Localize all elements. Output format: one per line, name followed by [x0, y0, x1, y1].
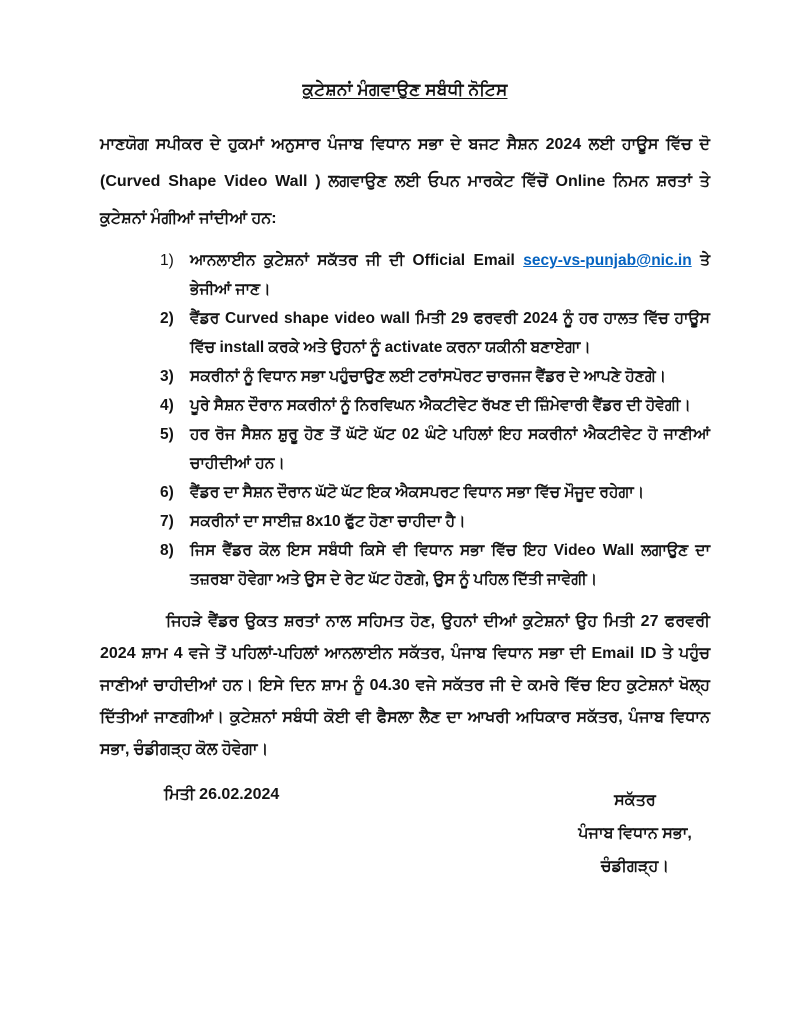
signatory-title: ਸਕੱਤਰ [614, 792, 656, 809]
signatory-location: ਚੰਡੀਗੜ੍ਹ। [600, 858, 670, 875]
list-item-number: 8) [160, 542, 174, 559]
list-item-text: ਸਕਰੀਨਾਂ ਦਾ ਸਾਈਜ਼ 8x10 ਫੁੱਟ ਹੋਣਾ ਚਾਹੀਦਾ ਹੈ। [190, 513, 466, 530]
document-footer [100, 784, 710, 883]
list-item-text: ਵੈਂਡਰ Curved shape video wall ਮਿਤੀ 29 ਫਰਵਰੀ 2024 ਨੂੰ ਹਰ ਹਾਲਤ ਵਿੱਚ ਹਾਊਸ ਵਿੱਚ install ਕਰਕੇ ਅਤੇ ਉਹਨਾਂ ਨੂੰ activate ਕਰਨਾ ਯਕੀਨੀ ਬਣਾਏਗਾ। [190, 310, 710, 356]
list-item-text: ਪੂਰੇ ਸੈਸ਼ਨ ਦੌਰਾਨ ਸਕਰੀਨਾਂ ਨੂੰ ਨਿਰਵਿਘਨ ਐਕਟੀਵੇਟ ਰੱਖਣ ਦੀ ਜ਼ਿੰਮੇਵਾਰੀ ਵੈਂਡਰ ਦੀ ਹੋਵੇਗੀ। [190, 397, 691, 414]
list-item-text-after-link: ਤੇ ਭੇਜੀਆਂ ਜਾਣ। [190, 252, 710, 298]
list-item-number: 7) [160, 513, 174, 530]
closing-paragraph: ਜਿਹੜੇ ਵੈਂਡਰ ਉਕਤ ਸ਼ਰਤਾਂ ਨਾਲ ਸਹਿਮਤ ਹੋਣ, ਉਹਨਾਂ ਦੀਆਂ ਕੁਟੇਸ਼ਨਾਂ ਉਹ ਮਿਤੀ 27 ਫਰਵਰੀ 2024 ਸ਼ਾਮ 4 ਵਜੇ ਤੋਂ ਪਹਿਲਾਂ-ਪਹਿਲਾਂ ਆਨਲਾਈਨ ਸਕੱਤਰ, ਪੰਜਾਬ ਵਿਧਾਨ ਸਭਾ ਦੀ Email ID ਤੇ ਪਹੁੰਚ ਜਾਣੀਆਂ ਚਾਹੀਦੀਆਂ ਹਨ। ਇਸੇ ਦਿਨ ਸ਼ਾਮ ਨੂੰ 04.30 ਵਜੇ ਸਕੱਤਰ ਜੀ ਦੇ ਕਮਰੇ ਵਿੱਚ ਇਹ ਕੁਟੇਸ਼ਨਾਂ ਖੋਲ੍ਹ ਦਿੱਤੀਆਂ ਜਾਣਗੀਆਂ। ਕੁਟੇਸ਼ਨਾਂ ਸਬੰਧੀ ਕੋਈ ਵੀ ਫੈਸਲਾ ਲੈਣ ਦਾ ਆਖਰੀ ਅਧਿਕਾਰ ਸਕੱਤਰ, ਪੰਜਾਬ ਵਿਧਾਨ ਸਭਾ, ਚੰਡੀਗੜ੍ਹ ਕੋਲ ਹੋਵੇਗਾ। [100, 613, 710, 758]
intro-paragraph: ਮਾਣਯੋਗ ਸਪੀਕਰ ਦੇ ਹੁਕਮਾਂ ਅਨੁਸਾਰ ਪੰਜਾਬ ਵਿਧਾਨ ਸਭਾ ਦੇ ਬਜਟ ਸੈਸ਼ਨ 2024 ਲਈ ਹਾਊਸ ਵਿੱਚ ਦੋ (Curved Shape Video Wall ) ਲਗਵਾਉਣ ਲਈ ਓਪਨ ਮਾਰਕੇਟ ਵਿੱਚੋਂ Online ਨਿਮਨ ਸ਼ਰਤਾਂ ਤੇ ਕੁਟੇਸ਼ਨਾਂ ਮੰਗੀਆਂ ਜਾਂਦੀਆਂ ਹਨ: [100, 136, 710, 227]
list-item-number: 4) [160, 397, 174, 414]
list-item [160, 478, 710, 507]
signatory-org: ਪੰਜਾਬ ਵਿਧਾਨ ਸਭਾ, [578, 825, 692, 842]
list-item [160, 420, 710, 478]
list-item [160, 536, 710, 594]
list-item-number: 2) [160, 310, 174, 327]
email-link[interactable]: secy-vs-punjab@nic.in [523, 252, 692, 269]
list-item [160, 507, 710, 536]
list-item-number: 6) [160, 484, 174, 501]
list-item-number: 1) [160, 252, 174, 269]
document-title: ਕੁਟੇਸ਼ਨਾਂ ਮੰਗਵਾਉਣ ਸਬੰਧੀ ਨੋਟਿਸ [302, 80, 508, 99]
list-item-text: ਵੈਂਡਰ ਦਾ ਸੈਸ਼ਨ ਦੌਰਾਨ ਘੱਟੋ ਘੱਟ ਇਕ ਐਕਸਪਰਟ ਵਿਧਾਨ ਸਭਾ ਵਿੱਚ ਮੌਜੂਦ ਰਹੇਗਾ। [190, 484, 645, 501]
list-item [160, 304, 710, 362]
list-item-number: 3) [160, 368, 174, 385]
list-item-text: ਹਰ ਰੋਜ ਸੈਸ਼ਨ ਸ਼ੁਰੂ ਹੋਣ ਤੋਂ ਘੱਟੋ ਘੱਟ 02 ਘੰਟੇ ਪਹਿਲਾਂ ਇਹ ਸਕਰੀਨਾਂ ਐਕਟੀਵੇਟ ਹੋ ਜਾਣੀਆਂ ਚਾਹੀਦੀਆਂ ਹਨ। [190, 426, 710, 472]
conditions-list [160, 246, 710, 594]
list-item-text: ਸਕਰੀਨਾਂ ਨੂੰ ਵਿਧਾਨ ਸਭਾ ਪਹੁੰਚਾਉਣ ਲਈ ਟਰਾਂਸਪੋਰਟ ਚਾਰਜਜ ਵੈਂਡਰ ਦੇ ਆਪਣੇ ਹੋਣਗੇ। [190, 368, 667, 385]
date-label: ਮਿਤੀ 26.02.2024 [164, 786, 280, 803]
list-item-text [190, 246, 710, 304]
signature-block [550, 784, 720, 883]
list-item [160, 391, 710, 420]
list-item-number: 5) [160, 426, 174, 443]
list-item [160, 246, 710, 304]
list-item-text: ਜਿਸ ਵੈਂਡਰ ਕੋਲ ਇਸ ਸਬੰਧੀ ਕਿਸੇ ਵੀ ਵਿਧਾਨ ਸਭਾ ਵਿੱਚ ਇਹ Video Wall ਲਗਾਉਣ ਦਾ ਤਜ਼ਰਬਾ ਹੋਵੇਗਾ ਅਤੇ ਉਸ ਦੇ ਰੇਟ ਘੱਟ ਹੋਣਗੇ, ਉਸ ਨੂੰ ਪਹਿਲ ਦਿੱਤੀ ਜਾਵੇਗੀ। [190, 542, 710, 588]
list-item [160, 362, 710, 391]
list-item-text-before-link: ਆਨਲਾਈਨ ਕੁਟੇਸ਼ਨਾਂ ਸਕੱਤਰ ਜੀ ਦੀ Official Email [190, 252, 524, 269]
